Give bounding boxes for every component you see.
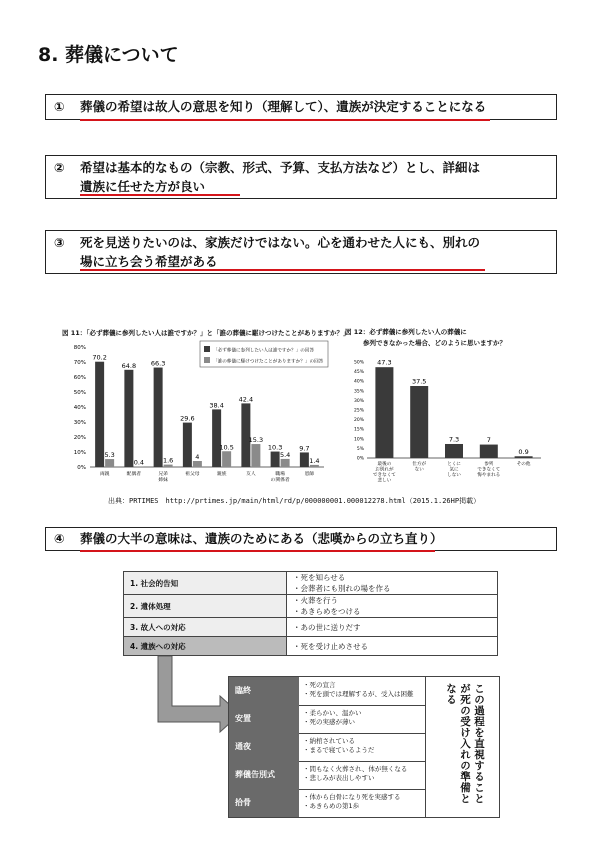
step-desc: ・間もなく火葬され、体が無くなる ・悲しみが表出しやすい — [303, 765, 408, 782]
x-tick-label: 最後のお別れができなくて悲しい — [372, 462, 396, 484]
data-label: 38.4 — [209, 401, 224, 410]
x-tick-label: 恩師 — [304, 472, 315, 477]
bar — [515, 456, 533, 458]
data-label: 47.3 — [377, 358, 392, 367]
funeral-meanings-table — [123, 571, 498, 656]
y-tick-label: 0% — [356, 456, 364, 462]
step-label: 通夜 — [235, 742, 251, 751]
bar — [124, 370, 133, 467]
table-row — [124, 595, 498, 618]
y-tick-label: 25% — [353, 408, 364, 414]
y-tick-label: 40% — [73, 405, 86, 411]
y-tick-label: 50% — [73, 390, 86, 396]
bar — [105, 459, 114, 467]
underline-1 — [80, 119, 490, 121]
underline-2 — [80, 194, 240, 196]
y-tick-label: 10% — [353, 437, 364, 443]
step-row — [229, 733, 425, 762]
y-tick-label: 80% — [73, 345, 86, 351]
step-label: 葬儀告別式 — [235, 770, 275, 779]
table-row — [124, 572, 498, 595]
table-row — [124, 637, 498, 656]
step-desc: ・柔らかい、温かい ・死の実感が薄い — [303, 709, 362, 726]
legend-swatch — [204, 346, 210, 352]
point-text-2-line-2: 遺族に任せた方が良い — [80, 179, 206, 194]
bar — [375, 367, 393, 458]
point-text-4-line-1: 葬儀の大半の意味は、遺族のためにある（悲嘆からの立ち直り） — [80, 531, 443, 546]
y-tick-label: 50% — [353, 360, 364, 366]
meaning-desc: ・死を知らせる ・会葬者にも別れの場を作る — [287, 572, 498, 595]
bar — [95, 362, 104, 467]
bar — [183, 423, 192, 467]
y-tick-label: 10% — [73, 450, 86, 456]
x-tick-label: の関係者 — [270, 478, 290, 483]
table-row — [124, 618, 498, 637]
data-label: 7 — [486, 436, 491, 445]
step-row — [229, 789, 425, 817]
y-tick-label: 20% — [73, 435, 86, 441]
bar — [410, 386, 428, 458]
vertical-note: この過程を直視することが死の受け入れの準備となる — [445, 683, 485, 804]
meaning-label: 3. 故人への対応 — [124, 618, 287, 637]
data-label: 10.3 — [267, 443, 283, 452]
x-tick-label: 配偶者 — [126, 472, 142, 477]
point-box-3 — [45, 230, 557, 274]
point-text-1-line-1: 葬儀の希望は故人の意思を知り（理解して）、遺族が決定することになる — [80, 99, 487, 114]
point-number-3: ③ — [54, 235, 65, 250]
data-label: 1.4 — [309, 456, 320, 465]
data-label: 0.4 — [133, 458, 145, 467]
data-label: 42.4 — [238, 395, 254, 404]
bar — [271, 452, 280, 467]
step-row — [229, 705, 425, 734]
step-row — [229, 761, 425, 790]
data-label: 1.6 — [162, 456, 174, 465]
chart-11 — [62, 337, 332, 485]
meaning-desc: ・火葬を行う ・あきらめをつける — [287, 595, 498, 618]
bar — [222, 451, 231, 467]
x-tick-label: 仕方がない — [412, 462, 427, 473]
bar — [445, 444, 463, 458]
meaning-desc: ・死を受け止めさせる — [287, 637, 498, 656]
legend-entry: 「誰の葬儀に駆けつけたことがありますか？」の回答 — [213, 359, 324, 365]
bar — [134, 466, 143, 467]
step-desc: ・体から白骨になり死を実感する ・あきらめの第1歩 — [303, 793, 401, 810]
y-tick-label: 20% — [353, 418, 364, 424]
y-tick-label: 70% — [73, 360, 86, 366]
y-tick-label: 0% — [77, 465, 86, 471]
y-tick-label: 35% — [353, 389, 364, 395]
x-tick-label: その他 — [516, 462, 531, 467]
x-tick-label: とくに気にしない — [447, 462, 461, 478]
x-tick-label: 姉妹 — [158, 478, 168, 483]
data-label: 37.5 — [411, 377, 427, 386]
x-tick-label: 両親 — [99, 472, 110, 477]
point-number-1: ① — [54, 99, 65, 114]
point-number-2: ② — [54, 160, 65, 175]
x-tick-label: 友人 — [246, 472, 256, 477]
grief-process-panel — [228, 676, 500, 818]
chart-12 — [345, 350, 545, 490]
step-row — [229, 677, 425, 706]
underline-4 — [80, 550, 435, 552]
point-text-3-line-1: 死を見送りたいのは、家族だけではない。心を通わせた人にも、別れの — [80, 235, 481, 250]
step-desc: ・死の宣言 ・死を頭では理解するが、受入は困難 — [303, 681, 414, 698]
step-list — [229, 677, 425, 817]
data-label: 15.3 — [248, 436, 264, 445]
legend — [200, 341, 328, 367]
x-tick-label: 祖父母 — [185, 472, 200, 477]
chart-12-title-line-2: 参列できなかった場合、どのように思いますか？ — [363, 339, 506, 347]
step-label: 臨終 — [235, 686, 251, 695]
meaning-label: 4. 遺族への対応 — [124, 637, 287, 656]
y-tick-label: 45% — [353, 370, 364, 376]
x-tick-label: 参列できなくて悔やまれる — [477, 462, 501, 478]
step-desc: ・納棺されている ・まるで寝ているようだ — [303, 737, 375, 754]
bar — [193, 461, 202, 467]
meaning-label: 1. 社会的告知 — [124, 572, 287, 595]
point-box-2 — [45, 155, 557, 199]
bar — [154, 368, 163, 467]
page-title: 8. 葬儀について — [38, 44, 179, 66]
bar — [251, 444, 260, 467]
bar — [480, 445, 498, 458]
bar — [310, 465, 319, 467]
legend-entry: 「必ず葬儀に参列したい人は誰ですか？」の回答 — [213, 348, 315, 354]
data-label: 9.7 — [299, 444, 310, 453]
chart-11-title: 図 11：「必ず葬儀に参列したい人は誰ですか？」と「誰の葬儀に駆けつけたことがありますか？」 — [62, 329, 350, 337]
x-tick-label: 職場 — [275, 472, 285, 477]
meaning-label: 2. 遺体処理 — [124, 595, 287, 618]
point-text-3-line-2: 場に立ち会う希望がある — [80, 254, 218, 269]
data-label: 10.5 — [219, 443, 234, 452]
data-label: 64.8 — [121, 361, 137, 370]
y-tick-label: 30% — [73, 420, 86, 426]
data-label: 0.9 — [518, 447, 529, 456]
chart-12-title-line-1: 図 12：必ず葬儀に参列したい人の葬儀に — [345, 328, 467, 336]
meaning-desc: ・あの世に送りだす — [287, 618, 498, 637]
step-label: 安置 — [235, 714, 251, 723]
data-label: 70.2 — [92, 353, 107, 362]
legend-swatch — [204, 357, 210, 363]
data-label: 5.4 — [279, 450, 291, 459]
bar — [281, 459, 290, 467]
vertical-note-box — [425, 677, 500, 817]
data-label: 66.3 — [150, 359, 166, 368]
y-tick-label: 60% — [73, 375, 86, 381]
bar — [164, 465, 173, 467]
y-tick-label: 30% — [353, 398, 364, 404]
point-number-4: ④ — [54, 531, 65, 546]
bar — [300, 452, 309, 467]
point-box-1 — [45, 94, 557, 120]
source-citation: 出典：PRTIMES http://prtimes.jp/main/html/rd/p/000000001.000012278.html（2015.1.26HP掲載） — [108, 497, 481, 505]
x-tick-label: 親族 — [216, 472, 227, 477]
y-tick-label: 40% — [353, 379, 364, 385]
point-text-2-line-1: 希望は基本的なもの（宗教、形式、予算、支払方法など）とし、詳細は — [80, 160, 481, 175]
point-box-4 — [45, 527, 557, 551]
bar — [212, 409, 221, 467]
underline-3 — [80, 269, 485, 271]
data-label: 7.3 — [448, 435, 460, 444]
data-label: 5.3 — [104, 451, 115, 460]
step-label: 拾骨 — [235, 798, 251, 807]
data-label: 29.6 — [180, 414, 195, 423]
data-label: 4 — [195, 453, 200, 461]
y-tick-label: 5% — [356, 446, 364, 452]
x-tick-label: 兄弟 — [158, 472, 168, 477]
y-tick-label: 15% — [353, 427, 364, 433]
